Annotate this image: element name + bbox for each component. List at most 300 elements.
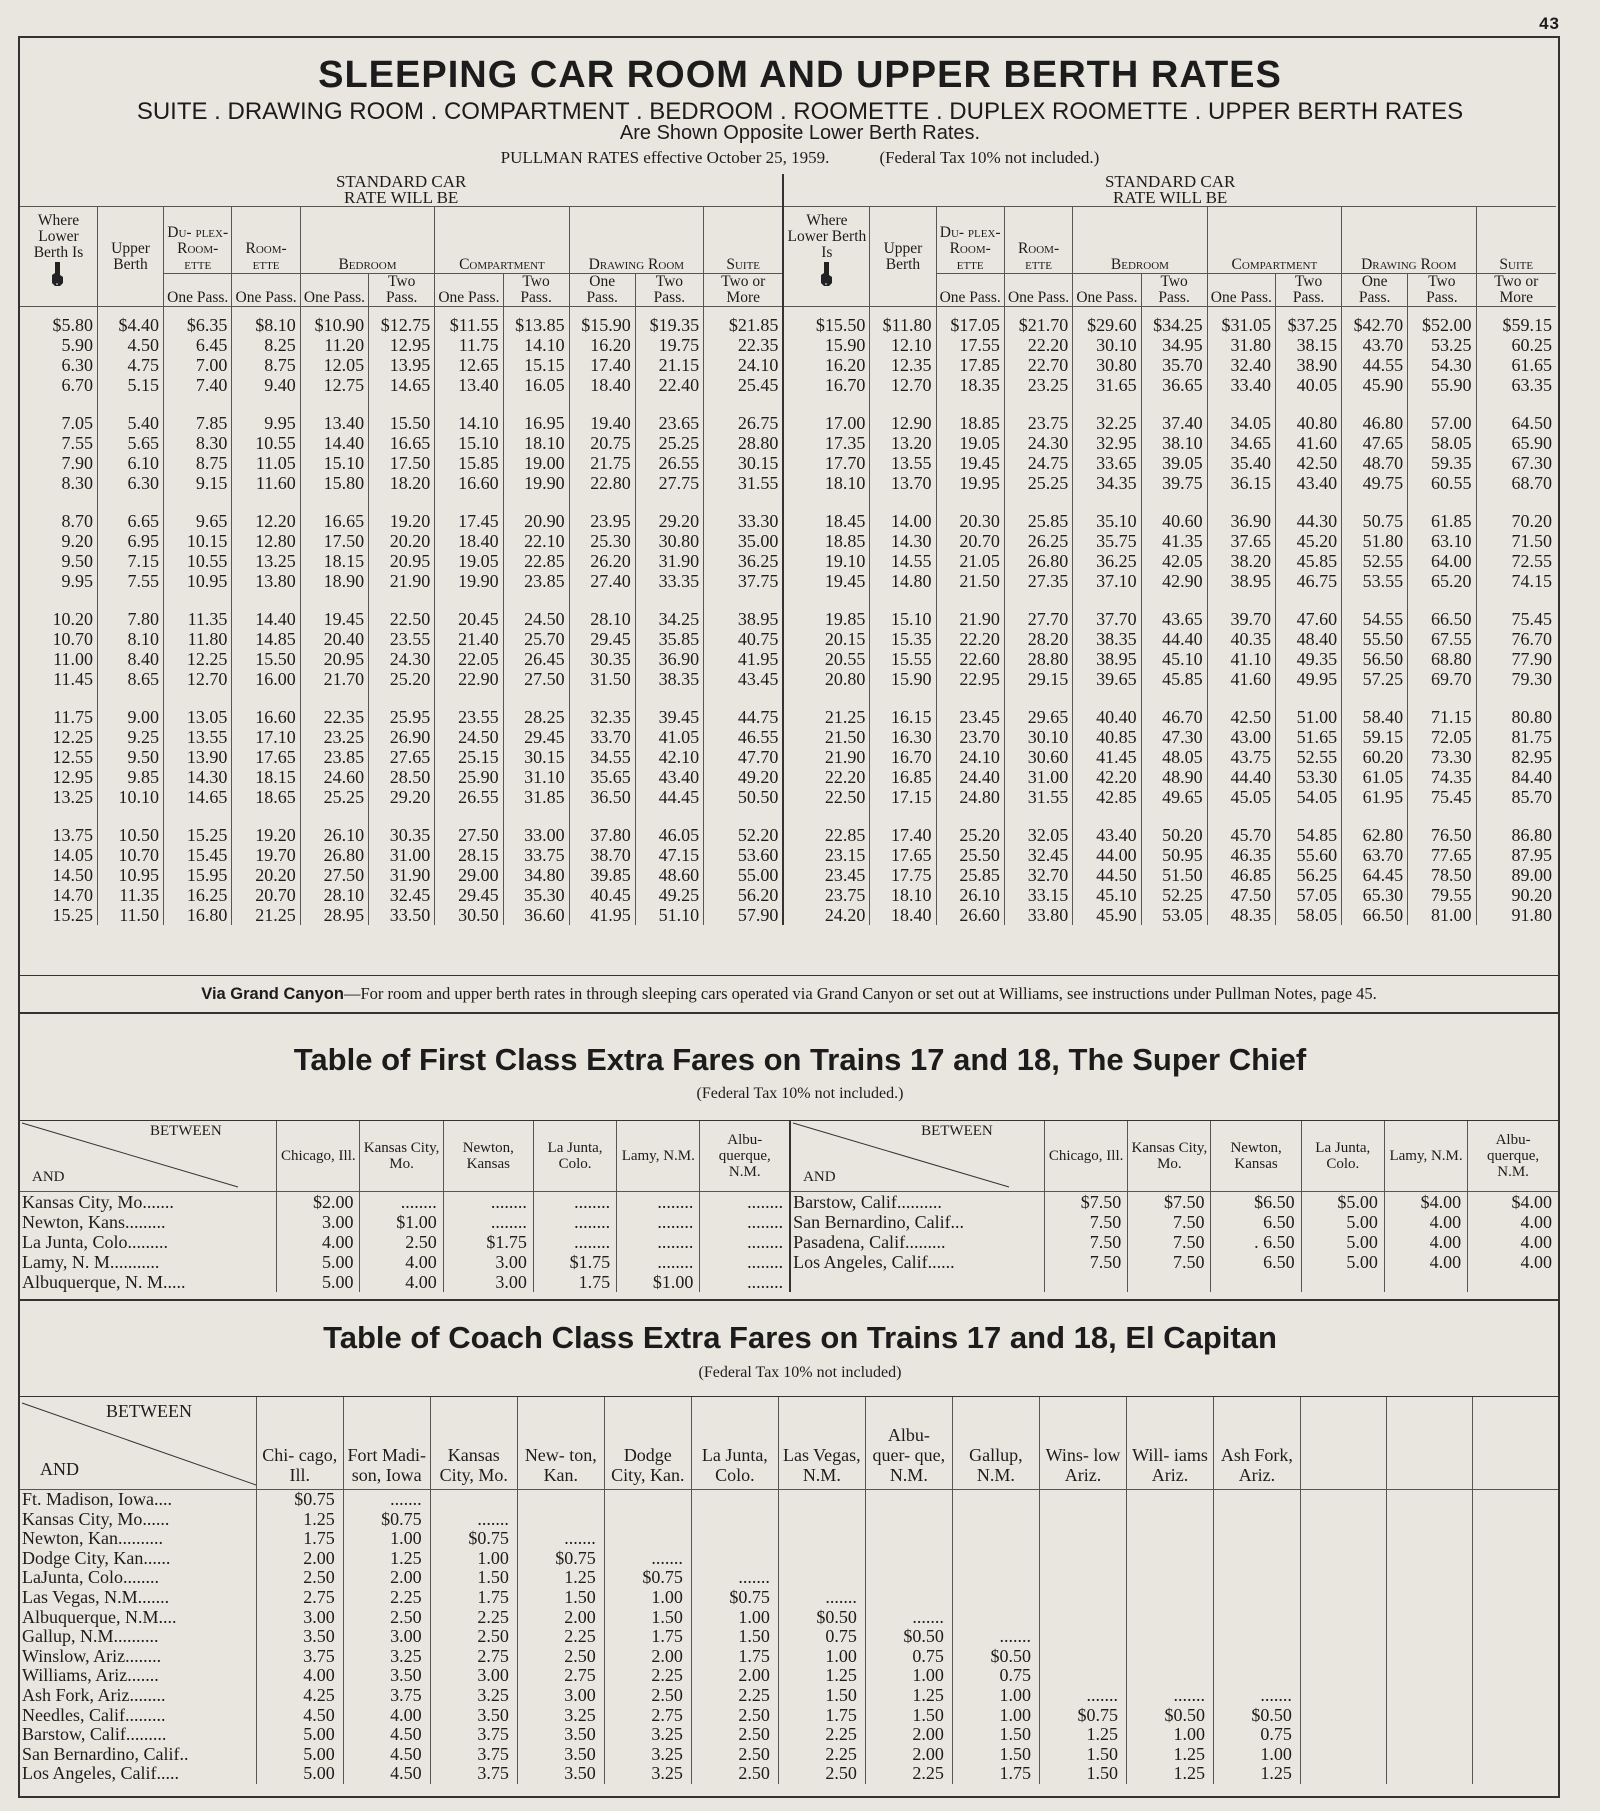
rate-cell: 38.70 xyxy=(569,845,635,865)
fare-cell: 3.50 xyxy=(517,1764,604,1784)
destination-column-header xyxy=(1472,1397,1558,1490)
fare-row xyxy=(20,1706,1558,1726)
fare-cell xyxy=(1386,1510,1472,1530)
spacer xyxy=(1073,395,1141,413)
rate-cell: 66.50 xyxy=(1408,609,1476,629)
rate-cell: 21.15 xyxy=(635,355,703,375)
rate-cell: 48.40 xyxy=(1276,629,1342,649)
rate-cell: 64.45 xyxy=(1342,865,1408,885)
rate-cell: 16.20 xyxy=(783,355,870,375)
passenger-count-header: Two or More xyxy=(1476,274,1556,307)
fare-cell: 2.50 xyxy=(691,1764,778,1784)
upper-berth-header: Upper Berth xyxy=(870,207,936,307)
fare-cell: 3.50 xyxy=(517,1725,604,1745)
fare-cell: ........ xyxy=(533,1212,616,1232)
rate-cell: 22.70 xyxy=(1004,355,1072,375)
rate-cell: 24.40 xyxy=(936,767,1004,787)
rate-cell: 13.75 xyxy=(20,825,97,845)
and-label: AND xyxy=(803,1169,836,1185)
rate-cell: 77.90 xyxy=(1511,649,1552,669)
fare-cell: 1.00 xyxy=(1126,1725,1213,1745)
rate-cell: 6.45 xyxy=(164,335,232,355)
fare-cell: ........ xyxy=(443,1212,533,1232)
rate-cell: 20.55 xyxy=(783,649,870,669)
rate-cell: 74.15 xyxy=(1511,571,1552,591)
fare-cell xyxy=(1300,1764,1386,1784)
rate-row xyxy=(20,845,1556,865)
rate-cell: 14.05 xyxy=(20,845,97,865)
rate-cell: 16.20 xyxy=(569,335,635,355)
spacer xyxy=(232,689,300,707)
fare-cell: $6.50 xyxy=(1211,1192,1301,1213)
spacer xyxy=(369,395,435,413)
rate-cell: 53.05 xyxy=(1141,905,1207,925)
fare-cell: 5.00 xyxy=(256,1745,343,1765)
rate-cell: 24.10 xyxy=(704,355,784,375)
fare-cell: 0.75 xyxy=(952,1666,1039,1686)
rate-cell: 25.20 xyxy=(369,669,435,689)
destination-column-header: Ash Fork, Ariz. xyxy=(1213,1397,1300,1490)
fare-cell: ....... xyxy=(517,1529,604,1549)
spacer xyxy=(97,493,163,511)
empty-cell xyxy=(790,1272,1044,1292)
fare-cell xyxy=(1126,1549,1213,1569)
rate-row xyxy=(20,551,1556,571)
rate-cell: 35.70 xyxy=(1141,355,1207,375)
fare-cell: 2.00 xyxy=(865,1745,952,1765)
fare-cell xyxy=(1126,1510,1213,1530)
destination-column-header: Gallup, N.M. xyxy=(952,1397,1039,1490)
rate-cell: $10.90 xyxy=(300,315,368,335)
spacer xyxy=(369,591,435,609)
rate-cell: 33.40 xyxy=(1207,375,1275,395)
spacer xyxy=(635,591,703,609)
rate-cell: $42.70 xyxy=(1342,315,1408,335)
city-cell: Gallup, N.M.......... xyxy=(20,1627,256,1647)
rate-cell: $17.05 xyxy=(936,315,1004,335)
rate-cell: 21.50 xyxy=(936,571,1004,591)
fare-cell xyxy=(1472,1588,1558,1608)
rate-cell: 41.60 xyxy=(1276,433,1342,453)
fare-cell: 4.00 xyxy=(1384,1252,1467,1272)
fare-row xyxy=(20,1588,1558,1608)
rate-cell: 21.50 xyxy=(783,727,870,747)
fare-cell xyxy=(778,1529,865,1549)
fare-cell: 3.50 xyxy=(430,1706,517,1726)
rate-cell: 9.95 xyxy=(20,571,97,591)
rate-cell: 65.90 xyxy=(1511,433,1552,453)
fare-cell: 1.25 xyxy=(343,1549,430,1569)
spacer xyxy=(1276,493,1342,511)
rate-cell: 75.45 xyxy=(1511,609,1552,629)
between-and-header xyxy=(20,1397,256,1490)
city-cell: Williams, Ariz....... xyxy=(20,1666,256,1686)
spacer xyxy=(369,689,435,707)
rate-cell: 87.95 xyxy=(1511,845,1552,865)
rate-row xyxy=(20,905,1556,925)
passenger-count-header: Two Pass. xyxy=(1276,274,1342,307)
rate-cell: 47.65 xyxy=(1342,433,1408,453)
rate-cell: 11.35 xyxy=(97,885,163,905)
spacer xyxy=(1476,591,1556,609)
spacer xyxy=(704,807,784,825)
rate-cell: 69.70 xyxy=(1408,669,1476,689)
fare-cell: 1.75 xyxy=(691,1647,778,1667)
rate-cell: 40.75 xyxy=(704,629,784,649)
rate-cell: 21.05 xyxy=(936,551,1004,571)
rate-cell: 60.25 xyxy=(1511,335,1552,355)
spacer xyxy=(1073,591,1141,609)
spacer xyxy=(300,689,368,707)
rate-cell: 49.20 xyxy=(704,767,784,787)
spacer xyxy=(569,689,635,707)
rate-cell: 59.35 xyxy=(1408,453,1476,473)
rate-cell: 25.25 xyxy=(635,433,703,453)
where-lower-berth-header xyxy=(783,207,870,307)
spacer xyxy=(1004,807,1072,825)
rate-cell: 45.10 xyxy=(1141,649,1207,669)
rate-row xyxy=(20,669,1556,689)
rate-cell: 7.80 xyxy=(97,609,163,629)
rate-cell: 30.80 xyxy=(635,531,703,551)
spacer xyxy=(435,591,503,609)
fare-cell: 4.00 xyxy=(360,1252,443,1272)
spacer xyxy=(635,307,703,316)
rate-cell: 28.20 xyxy=(1004,629,1072,649)
rate-cell: 35.65 xyxy=(569,767,635,787)
rate-cell: 29.20 xyxy=(635,511,703,531)
rate-cell: 17.50 xyxy=(369,453,435,473)
rate-cell: 17.15 xyxy=(870,787,936,807)
fare-cell: 1.75 xyxy=(952,1764,1039,1784)
rate-cell: 49.65 xyxy=(1141,787,1207,807)
rate-cell: 35.10 xyxy=(1073,511,1141,531)
fare-row xyxy=(20,1627,1558,1647)
rate-cell: 49.95 xyxy=(1276,669,1342,689)
rate-cell: 14.10 xyxy=(435,413,503,433)
rate-cell: 25.30 xyxy=(569,531,635,551)
rate-cell: 19.20 xyxy=(232,825,300,845)
spacer xyxy=(1004,493,1072,511)
rate-cell: 14.00 xyxy=(870,511,936,531)
rate-cell: 37.80 xyxy=(569,825,635,845)
rate-cell: 16.85 xyxy=(870,767,936,787)
rate-cell: 13.80 xyxy=(232,571,300,591)
passenger-count-header: One Pass. xyxy=(569,274,635,307)
rate-cell: 12.35 xyxy=(870,355,936,375)
rate-cell: 12.25 xyxy=(20,727,97,747)
spacer xyxy=(783,689,870,707)
fare-cell xyxy=(1472,1745,1558,1765)
rate-row xyxy=(20,649,1556,669)
rate-cell: 12.25 xyxy=(164,649,232,669)
rate-cell: 14.70 xyxy=(20,885,97,905)
rate-cell: 71.15 xyxy=(1408,707,1476,727)
fare-cell xyxy=(1300,1627,1386,1647)
fare-cell: $0.75 xyxy=(517,1549,604,1569)
rate-cell: 46.85 xyxy=(1207,865,1275,885)
passenger-count-header: One Pass. xyxy=(300,274,368,307)
rate-cell: 23.25 xyxy=(300,727,368,747)
rate-cell: 77.65 xyxy=(1408,845,1476,865)
rate-cell: 54.05 xyxy=(1276,787,1342,807)
fare-cell: $5.00 xyxy=(1301,1192,1384,1213)
rate-cell: 25.85 xyxy=(1004,511,1072,531)
between-and-header xyxy=(790,1121,1044,1192)
rate-cell: 45.85 xyxy=(1141,669,1207,689)
rate-cell: 27.65 xyxy=(369,747,435,767)
rate-cell: 11.20 xyxy=(300,335,368,355)
rate-cell: 15.95 xyxy=(164,865,232,885)
rate-cell: 61.05 xyxy=(1342,767,1408,787)
rate-cell: 40.60 xyxy=(1141,511,1207,531)
fare-cell xyxy=(1386,1666,1472,1686)
rate-cell: 18.20 xyxy=(369,473,435,493)
rate-cell: 23.45 xyxy=(783,865,870,885)
rate-cell: 23.15 xyxy=(783,845,870,865)
passenger-count-header: One Pass. xyxy=(1073,274,1141,307)
fare-cell xyxy=(1126,1529,1213,1549)
rate-cell: 89.00 xyxy=(1511,865,1552,885)
rate-row xyxy=(20,473,1556,493)
fare-cell: 3.75 xyxy=(430,1745,517,1765)
rate-cell: 47.15 xyxy=(635,845,703,865)
destination-column-header: Fort Madi- son, Iowa xyxy=(343,1397,430,1490)
rate-cell: 31.50 xyxy=(569,669,635,689)
rate-cell: 26.80 xyxy=(300,845,368,865)
rate-cell: 25.70 xyxy=(503,629,569,649)
spacer xyxy=(164,591,232,609)
rate-cell: 26.55 xyxy=(635,453,703,473)
rate-cell: $21.85 xyxy=(704,315,784,335)
rate-cell: 23.75 xyxy=(1004,413,1072,433)
rate-cell: 4.75 xyxy=(97,355,163,375)
rate-cell: $8.10 xyxy=(232,315,300,335)
rate-cell: 17.75 xyxy=(870,865,936,885)
spacer xyxy=(569,591,635,609)
rate-row xyxy=(20,767,1556,787)
spacer xyxy=(232,807,300,825)
spacer xyxy=(20,689,97,707)
rate-cell: 33.35 xyxy=(635,571,703,591)
spacer xyxy=(300,493,368,511)
fare-cell: 5.00 xyxy=(277,1272,360,1292)
rate-cell: $11.55 xyxy=(435,315,503,335)
destination-column-header: Albu- querque, N.M. xyxy=(1468,1121,1558,1192)
fare-cell: 2.25 xyxy=(517,1627,604,1647)
rate-cell: 18.10 xyxy=(783,473,870,493)
fare-cell: 3.50 xyxy=(343,1666,430,1686)
spacer xyxy=(97,689,163,707)
fare-cell: 2.00 xyxy=(256,1549,343,1569)
rate-cell: 39.75 xyxy=(1141,473,1207,493)
fare-cell: 2.75 xyxy=(517,1666,604,1686)
spacer xyxy=(300,307,368,316)
rate-cell: 81.75 xyxy=(1511,727,1552,747)
rate-cell: 23.65 xyxy=(635,413,703,433)
rate-cell: 22.35 xyxy=(300,707,368,727)
rate-cell: 42.50 xyxy=(1207,707,1275,727)
rate-cell: 7.05 xyxy=(20,413,97,433)
fare-cell: $0.50 xyxy=(1213,1706,1300,1726)
rate-cell: 11.35 xyxy=(164,609,232,629)
rate-cell: 16.30 xyxy=(870,727,936,747)
diagonal-header xyxy=(20,1397,256,1489)
fare-cell: 1.50 xyxy=(952,1725,1039,1745)
rate-cell: 42.90 xyxy=(1141,571,1207,591)
rate-cell: 57.25 xyxy=(1342,669,1408,689)
fare-cell: 3.25 xyxy=(517,1706,604,1726)
fare-cell: 7.50 xyxy=(1044,1232,1127,1252)
between-label: BETWEEN xyxy=(921,1123,993,1139)
rate-cell: 68.80 xyxy=(1408,649,1476,669)
rate-cell: 24.50 xyxy=(435,727,503,747)
rate-cell: 56.20 xyxy=(704,885,784,905)
fare-cell: $4.00 xyxy=(1384,1192,1467,1213)
rate-cell: 63.10 xyxy=(1408,531,1476,551)
destination-column-header: Will- iams Ariz. xyxy=(1126,1397,1213,1490)
fare-cell: 5.00 xyxy=(277,1252,360,1272)
between-label: BETWEEN xyxy=(150,1123,222,1139)
rate-cell: 47.30 xyxy=(1141,727,1207,747)
spacer xyxy=(164,493,232,511)
rate-cell: 6.70 xyxy=(20,375,97,395)
rate-cell: 33.75 xyxy=(503,845,569,865)
grand-canyon-note xyxy=(20,984,1558,1004)
city-cell: Lamy, N. M........... xyxy=(20,1252,277,1272)
rate-cell: 48.90 xyxy=(1141,767,1207,787)
empty-cell xyxy=(1128,1272,1211,1292)
rate-cell: 48.05 xyxy=(1141,747,1207,767)
rate-cell: 22.35 xyxy=(704,335,784,355)
rate-cell: 8.40 xyxy=(97,649,163,669)
rate-cell: 27.35 xyxy=(1004,571,1072,591)
rate-cell: 4.50 xyxy=(97,335,163,355)
spacer xyxy=(783,591,870,609)
fare-cell: 7.50 xyxy=(1128,1252,1211,1272)
rate-cell: 32.40 xyxy=(1207,355,1275,375)
rate-cell: 68.70 xyxy=(1511,473,1552,493)
fare-cell xyxy=(1300,1647,1386,1667)
rate-cell: 26.10 xyxy=(300,825,368,845)
fare-cell: 4.50 xyxy=(256,1706,343,1726)
rate-cell: 22.05 xyxy=(435,649,503,669)
rate-cell: 18.15 xyxy=(300,551,368,571)
fare-cell xyxy=(952,1588,1039,1608)
rate-cell: 45.85 xyxy=(1276,551,1342,571)
rate-cell: 13.70 xyxy=(870,473,936,493)
rate-cell: 14.40 xyxy=(300,433,368,453)
fare-cell xyxy=(1126,1647,1213,1667)
rate-cell: 15.25 xyxy=(164,825,232,845)
rate-cell: 25.90 xyxy=(435,767,503,787)
rate-cell: 57.05 xyxy=(1276,885,1342,905)
fare-cell xyxy=(1386,1608,1472,1628)
rate-row xyxy=(20,375,1556,395)
fare-cell: ....... xyxy=(430,1510,517,1530)
spacer xyxy=(1476,689,1556,707)
rate-cell: 18.15 xyxy=(232,767,300,787)
rate-cell: 12.65 xyxy=(435,355,503,375)
city-cell: Los Angeles, Calif...... xyxy=(790,1252,1044,1272)
fare-cell xyxy=(1472,1490,1558,1510)
rate-cell: 63.35 xyxy=(1511,375,1552,395)
fare-cell: $0.50 xyxy=(865,1627,952,1647)
rate-cell: 23.85 xyxy=(503,571,569,591)
rate-cell: 31.55 xyxy=(704,473,784,493)
rate-cell: 17.40 xyxy=(870,825,936,845)
destination-column-header xyxy=(1300,1397,1386,1490)
rate-cell: 12.95 xyxy=(20,767,97,787)
rate-cell: 19.70 xyxy=(232,845,300,865)
rate-cell: 56.50 xyxy=(1342,649,1408,669)
fare-cell: 3.75 xyxy=(343,1686,430,1706)
destination-column-header xyxy=(1386,1397,1472,1490)
where-lower-label: Where Lower Berth Is xyxy=(787,212,867,261)
passenger-count-header: One Pass. xyxy=(164,274,232,307)
rate-cell: 25.20 xyxy=(936,825,1004,845)
rate-cell: 44.55 xyxy=(1342,355,1408,375)
rate-cell: 47.70 xyxy=(704,747,784,767)
rate-cell: 50.20 xyxy=(1141,825,1207,845)
fare-cell xyxy=(604,1490,691,1510)
fare-cell: ........ xyxy=(617,1232,700,1252)
spacer xyxy=(783,395,870,413)
rate-cell: 61.85 xyxy=(1408,511,1476,531)
rate-cell: 12.55 xyxy=(20,747,97,767)
rate-cell: 22.90 xyxy=(435,669,503,689)
rate-cell: 20.70 xyxy=(936,531,1004,551)
spacer xyxy=(870,307,936,316)
rate-cell: 26.55 xyxy=(435,787,503,807)
fare-cell xyxy=(1386,1529,1472,1549)
fare-row xyxy=(20,1725,1558,1745)
fare-cell: 1.75 xyxy=(430,1588,517,1608)
spacer xyxy=(704,689,784,707)
rate-cell: 38.95 xyxy=(1207,571,1275,591)
rate-cell: 33.15 xyxy=(1004,885,1072,905)
rate-cell: 35.30 xyxy=(503,885,569,905)
rate-cell: 63.70 xyxy=(1342,845,1408,865)
rate-row xyxy=(20,335,1556,355)
rate-cell: 31.90 xyxy=(369,865,435,885)
rate-cell: 9.65 xyxy=(164,511,232,531)
fare-cell xyxy=(430,1490,517,1510)
fare-cell xyxy=(604,1529,691,1549)
rate-cell: 45.05 xyxy=(1207,787,1275,807)
fare-cell: ........ xyxy=(700,1232,790,1252)
fare-cell: 3.75 xyxy=(256,1647,343,1667)
fare-cell: $0.75 xyxy=(691,1588,778,1608)
first-class-title: Table of First Class Extra Fares on Trains 17 and 18, The Super Chief xyxy=(293,1042,1307,1077)
fare-cell xyxy=(865,1568,952,1588)
between-and-header xyxy=(20,1121,277,1192)
fare-cell xyxy=(691,1529,778,1549)
city-cell: Las Vegas, N.M....... xyxy=(20,1588,256,1608)
destination-column-header: Kansas City, Mo. xyxy=(360,1121,443,1192)
rate-cell: 18.85 xyxy=(936,413,1004,433)
rate-cell: 29.45 xyxy=(435,885,503,905)
fare-cell xyxy=(952,1549,1039,1569)
spacer xyxy=(20,493,97,511)
rate-cell: 19.05 xyxy=(435,551,503,571)
destination-column-header: Chicago, Ill. xyxy=(1044,1121,1127,1192)
rate-cell: 49.75 xyxy=(1342,473,1408,493)
fare-cell: 2.25 xyxy=(604,1666,691,1686)
compartment-header: Compartment xyxy=(435,207,569,274)
fare-cell: 2.75 xyxy=(430,1647,517,1667)
fare-cell: 1.25 xyxy=(1126,1745,1213,1765)
